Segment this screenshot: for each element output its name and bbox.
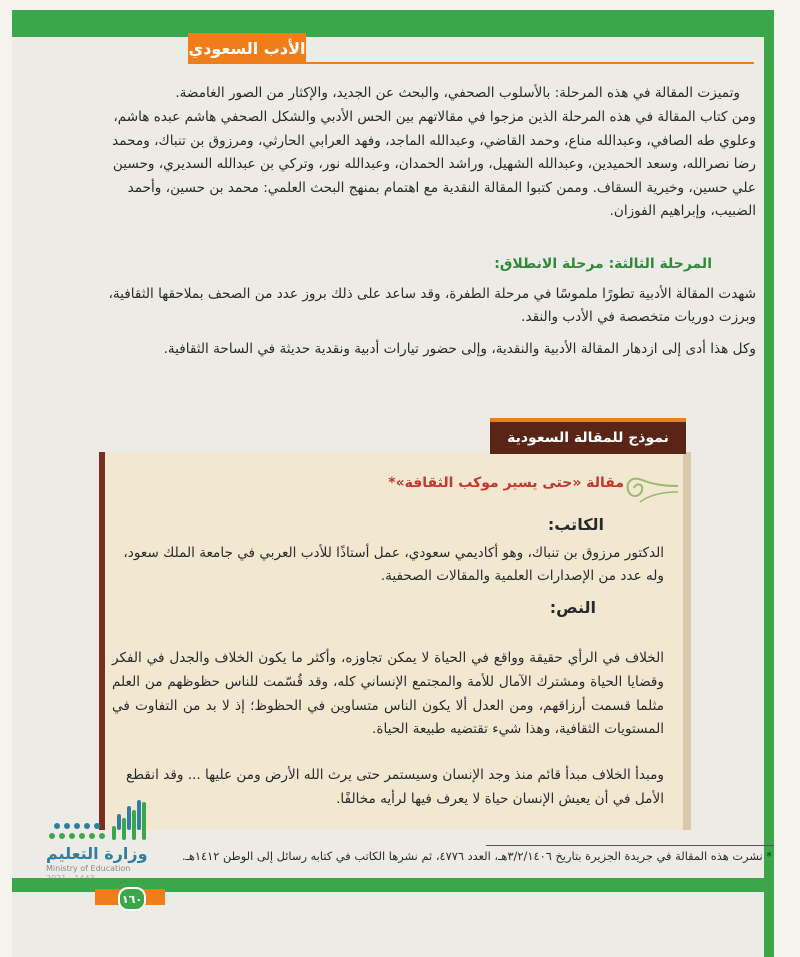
section-header-tab: الأدب السعودي bbox=[188, 33, 306, 63]
footnote: * نشرت هذه المقالة في جريدة الجزيرة بتاريخ ٣/٢/١٤٠٦هـ، العدد ٤٧٧٦، ثم نشرها الكاتب في كتابه رسائل إلى الوطن ١٤١٢هـ. bbox=[181, 849, 772, 863]
author-text: الدكتور مرزوق بن تنباك، وهو أكاديمي سعودي، عمل أستاذًا للأدب العربي في جامعة الملك سعود، وله عدد من الإصدارات العلمية والمقالات الصحفية. bbox=[123, 545, 664, 584]
model-box-shade bbox=[683, 452, 691, 830]
paragraph-2: ومن كتاب المقالة في هذه المرحلة الذين مزجوا في مقالاتهم بين الحس الأدبي والشكل الصحفي هاشم عبده هاشم، وعلوي طه الصافي، وعبدالله مناع، وحمد القاضي، وعبدالله الماجد، وفهد العرابي الحارثي، ومرزوق بن تنباك، ومحمد رضا نصرالله، وسعد الحميدين، وعبدالله الشهيل، وراشد الحمدان، وعبدالله نور، وتركي بن عبدالله السديري، وحسين علي حسين، وخيرية السقاف. وممن كتبوا المقالة النقدية مع اهتمام بمنهج البحث العلمي: محمد بن حسين، وأحمد الضبيب، وإبراهيم الفوزان. bbox=[112, 109, 756, 219]
right-green-bar bbox=[764, 37, 774, 957]
ministry-name-arabic: وزارة التعليم bbox=[46, 844, 148, 863]
ministry-name-english: Ministry of Education bbox=[46, 864, 131, 873]
footnote-divider bbox=[486, 845, 774, 846]
model-tab: نموذج للمقالة السعودية bbox=[490, 422, 686, 454]
header-underline bbox=[188, 62, 754, 64]
page-number: ١٦٠ bbox=[118, 887, 146, 911]
text-label: النص: bbox=[549, 598, 596, 617]
article-text-1: الخلاف في الرأي حقيقة وواقع في الحياة لا يمكن تجاوزه، وأكثر ما يكون الخلاف والجدل في الفكر وقضايا الحياة ومشترك الآمال للأمة والمجتمع الإنساني كله، وقد قُسّمت للناس حظوظهم من العلم مثلما قسمت أرزاقهم، ومن العدل ألا يكون الناس متساوين في الحظوظ؛ إذ لا بد من التفاوت في المستويات الثقافية، وهذا شيء تقتضيه طبيعة الحياة. bbox=[112, 650, 664, 738]
article-text-2: ومبدأ الخلاف مبدأ قائم منذ وجد الإنسان وسيستمر حتى يرث الله الأرض ومن عليها ... وقد انقطع الأمل في أن يعيش الإنسان حياة لا يعرف فيها لرأيه مخالفًا. bbox=[126, 767, 664, 807]
subheading-third-stage: المرحلة الثالثة: مرحلة الانطلاق: bbox=[494, 256, 712, 272]
model-box-edge bbox=[99, 452, 105, 830]
article-title: مقالة «حتى يسير موكب الثقافة»* bbox=[388, 475, 624, 491]
author-label: الكاتب: bbox=[547, 515, 604, 534]
ministry-logo-icon bbox=[44, 796, 164, 842]
paragraph-3: شهدت المقالة الأدبية تطورًا ملموسًا في مرحلة الطفرة، وقد ساعد على ذلك بروز عدد من الصحف بملاحقها الثقافية، وبرزت دوريات متخصصة في الأدب والنقد. bbox=[108, 286, 756, 325]
top-green-bar bbox=[12, 10, 774, 37]
paragraph-4: وكل هذا أدى إلى ازدهار المقالة الأدبية والنقدية، وإلى حضور تيارات أدبية ونقدية حديثة في الساحة الثقافية. bbox=[163, 341, 756, 357]
paragraph-1: وتميزت المقالة في هذه المرحلة: بالأسلوب الصحفي، والبحث عن الجديد، والإكثار من الصور الغامضة. bbox=[175, 85, 740, 101]
